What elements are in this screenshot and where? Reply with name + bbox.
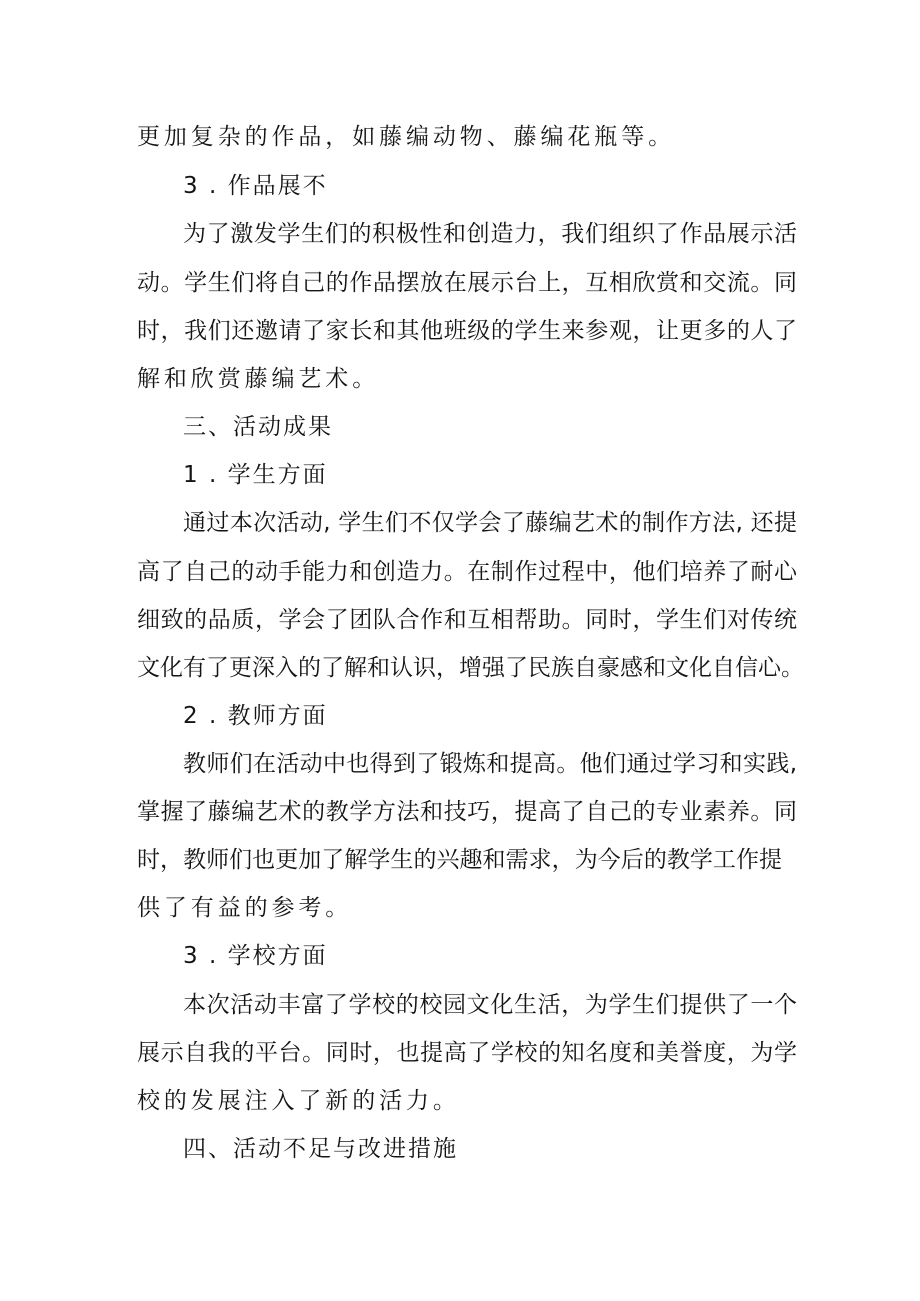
section-heading: 3 . 作品展不 xyxy=(183,173,328,199)
paragraph-line: 校的发展注入了新的活力。 xyxy=(137,1088,460,1114)
subsection-heading: 2 . 教师方面 xyxy=(183,703,328,729)
paragraph-line: 解和欣赏藤编艺术。 xyxy=(137,366,380,392)
paragraph-line: 供了有益的参考。 xyxy=(137,895,353,921)
paragraph-line: 掌握了藤编艺术的教学方法和技巧，提高了自己的专业素养。同 xyxy=(137,799,797,825)
paragraph-line: 通过本次活动, 学生们不仅学会了藤编艺术的制作方法, 还提 xyxy=(183,510,797,536)
paragraph-line: 文化有了更深入的了解和认识，增强了民族自豪感和文化自信心。 xyxy=(137,655,804,681)
paragraph-line: 时，教师们也更加了解学生的兴趣和需求，为今后的教学工作提 xyxy=(137,847,782,873)
paragraph-line: 为了激发学生们的积极性和创造力，我们组织了作品展示活 xyxy=(183,221,797,247)
paragraph-line: 时，我们还邀请了家长和其他班级的学生来参观，让更多的人了 xyxy=(137,318,797,344)
paragraph-line: 教师们在活动中也得到了锻炼和提高。他们通过学习和实践, xyxy=(183,751,797,777)
subsection-heading: 1 . 学生方面 xyxy=(183,462,328,488)
section-heading: 四、活动不足与改进措施 xyxy=(183,1136,458,1162)
subsection-heading: 3 . 学校方面 xyxy=(183,943,328,969)
paragraph-line: 高了自己的动手能力和创造力。在制作过程中，他们培养了耐心 xyxy=(137,559,797,585)
paragraph-line: 展示自我的平台。同时，也提高了学校的知名度和美誉度，为学 xyxy=(137,1040,797,1066)
paragraph-line: 细致的品质，学会了团队合作和互相帮助。同时，学生们对传统 xyxy=(137,607,797,633)
paragraph-line: 更加复杂的作品，如藤编动物、藤编花瓶等。 xyxy=(137,124,675,150)
paragraph-line: 本次活动丰富了学校的校园文化生活，为学生们提供了一个 xyxy=(183,992,797,1018)
section-heading: 三、活动成果 xyxy=(183,414,333,440)
paragraph-line: 动。学生们将自己的作品摆放在展示台上，互相欣赏和交流。同 xyxy=(137,270,797,296)
